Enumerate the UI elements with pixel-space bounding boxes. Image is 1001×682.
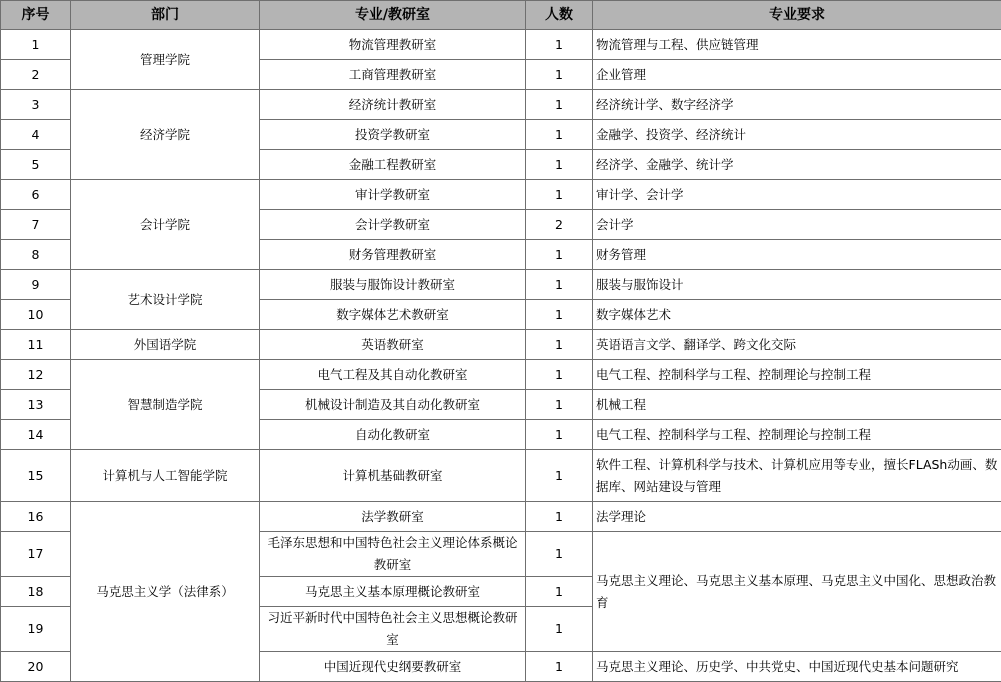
row-index: 14	[1, 420, 71, 450]
department-cell: 智慧制造学院	[71, 360, 260, 450]
header-requirement: 专业要求	[593, 1, 1001, 30]
table-row	[1, 270, 1001, 300]
row-index: 6	[1, 180, 71, 210]
count-cell: 1	[526, 60, 593, 90]
office-cell: 物流管理教研室	[260, 30, 526, 60]
requirement-cell: 经济统计学、数字经济学	[593, 90, 1001, 120]
department-cell: 马克思主义学（法律系）	[71, 502, 260, 682]
office-cell: 英语教研室	[260, 330, 526, 360]
department-cell: 会计学院	[71, 180, 260, 270]
row-index: 3	[1, 90, 71, 120]
row-index: 2	[1, 60, 71, 90]
requirement-cell: 会计学	[593, 210, 1001, 240]
count-cell: 1	[526, 300, 593, 330]
office-cell: 自动化教研室	[260, 420, 526, 450]
table-row	[1, 502, 1001, 532]
table-row	[1, 180, 1001, 210]
count-cell: 2	[526, 210, 593, 240]
office-cell: 马克思主义基本原理概论教研室	[260, 577, 526, 607]
count-cell: 1	[526, 652, 593, 682]
requirement-cell: 财务管理	[593, 240, 1001, 270]
row-index: 9	[1, 270, 71, 300]
header-office: 专业/教研室	[260, 1, 526, 30]
row-index: 11	[1, 330, 71, 360]
count-cell: 1	[526, 270, 593, 300]
count-cell: 1	[526, 120, 593, 150]
department-cell: 管理学院	[71, 30, 260, 90]
requirement-cell: 英语语言文学、翻译学、跨文化交际	[593, 330, 1001, 360]
row-index: 4	[1, 120, 71, 150]
requirement-cell: 审计学、会计学	[593, 180, 1001, 210]
requirement-cell: 物流管理与工程、供应链管理	[593, 30, 1001, 60]
row-index: 10	[1, 300, 71, 330]
header-index: 序号	[1, 1, 71, 30]
requirement-cell: 法学理论	[593, 502, 1001, 532]
count-cell: 1	[526, 607, 593, 652]
department-cell: 艺术设计学院	[71, 270, 260, 330]
row-index: 19	[1, 607, 71, 652]
office-cell: 电气工程及其自动化教研室	[260, 360, 526, 390]
table-row	[1, 360, 1001, 390]
office-cell: 审计学教研室	[260, 180, 526, 210]
count-cell: 1	[526, 240, 593, 270]
table-row	[1, 90, 1001, 120]
row-index: 5	[1, 150, 71, 180]
row-index: 7	[1, 210, 71, 240]
row-index: 12	[1, 360, 71, 390]
office-cell: 财务管理教研室	[260, 240, 526, 270]
row-index: 8	[1, 240, 71, 270]
office-cell: 服装与服饰设计教研室	[260, 270, 526, 300]
count-cell: 1	[526, 330, 593, 360]
header-count: 人数	[526, 1, 593, 30]
office-cell: 法学教研室	[260, 502, 526, 532]
requirement-cell: 马克思主义理论、马克思主义基本原理、马克思主义中国化、思想政治教育	[593, 532, 1001, 652]
office-cell: 机械设计制造及其自动化教研室	[260, 390, 526, 420]
table-row	[1, 30, 1001, 60]
row-index: 13	[1, 390, 71, 420]
requirement-cell: 马克思主义理论、历史学、中共党史、中国近现代史基本问题研究	[593, 652, 1001, 682]
count-cell: 1	[526, 30, 593, 60]
count-cell: 1	[526, 150, 593, 180]
requirement-cell: 软件工程、计算机科学与技术、计算机应用等专业，擅长FLASh动画、数据库、网站建设与管理	[593, 450, 1001, 502]
table-row	[1, 450, 1001, 502]
requirement-cell: 电气工程、控制科学与工程、控制理论与控制工程	[593, 420, 1001, 450]
count-cell: 1	[526, 360, 593, 390]
office-cell: 经济统计教研室	[260, 90, 526, 120]
row-index: 1	[1, 30, 71, 60]
requirement-cell: 经济学、金融学、统计学	[593, 150, 1001, 180]
row-index: 20	[1, 652, 71, 682]
office-cell: 计算机基础教研室	[260, 450, 526, 502]
requirement-cell: 金融学、投资学、经济统计	[593, 120, 1001, 150]
requirement-cell: 企业管理	[593, 60, 1001, 90]
office-cell: 投资学教研室	[260, 120, 526, 150]
count-cell: 1	[526, 420, 593, 450]
department-cell: 计算机与人工智能学院	[71, 450, 260, 502]
count-cell: 1	[526, 532, 593, 577]
header-row	[1, 1, 1001, 30]
office-cell: 会计学教研室	[260, 210, 526, 240]
table-row	[1, 330, 1001, 360]
count-cell: 1	[526, 390, 593, 420]
count-cell: 1	[526, 577, 593, 607]
department-cell: 经济学院	[71, 90, 260, 180]
office-cell: 工商管理教研室	[260, 60, 526, 90]
office-cell: 数字媒体艺术教研室	[260, 300, 526, 330]
requirement-cell: 数字媒体艺术	[593, 300, 1001, 330]
requirement-cell: 服装与服饰设计	[593, 270, 1001, 300]
row-index: 18	[1, 577, 71, 607]
row-index: 17	[1, 532, 71, 577]
row-index: 16	[1, 502, 71, 532]
office-cell: 毛泽东思想和中国特色社会主义理论体系概论教研室	[260, 532, 526, 577]
count-cell: 1	[526, 180, 593, 210]
requirement-cell: 机械工程	[593, 390, 1001, 420]
count-cell: 1	[526, 502, 593, 532]
office-cell: 金融工程教研室	[260, 150, 526, 180]
count-cell: 1	[526, 450, 593, 502]
requirement-cell: 电气工程、控制科学与工程、控制理论与控制工程	[593, 360, 1001, 390]
office-cell: 习近平新时代中国特色社会主义思想概论教研室	[260, 607, 526, 652]
department-cell: 外国语学院	[71, 330, 260, 360]
count-cell: 1	[526, 90, 593, 120]
row-index: 15	[1, 450, 71, 502]
header-department: 部门	[71, 1, 260, 30]
office-cell: 中国近现代史纲要教研室	[260, 652, 526, 682]
